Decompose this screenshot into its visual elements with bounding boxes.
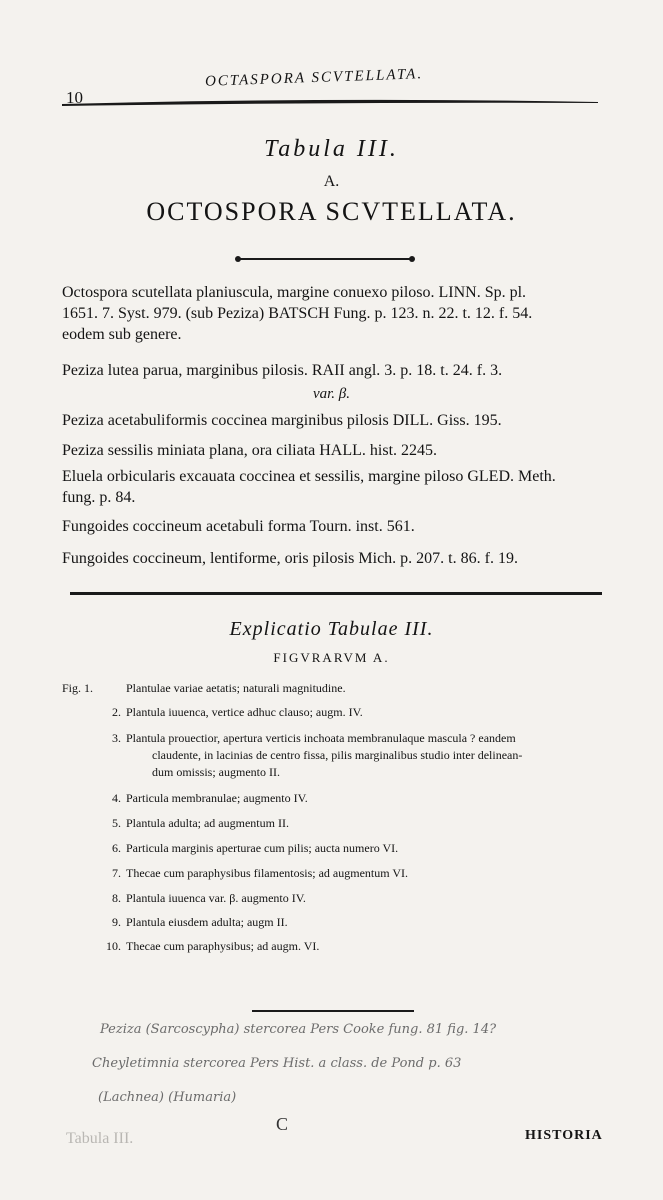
synonym-line: eodem sub genere. [62,326,182,343]
synonym-line: fung. p. 84. [62,489,136,506]
synonym-line: Peziza acetabuliformis coccinea marginibus pilosis DILL. Giss. 195. [62,412,502,429]
figurarum-heading: FIGVRARVM A. [273,650,390,665]
bottom-rule [252,1010,414,1012]
catchword: HISTORIA [525,1128,603,1143]
figure-number: 8. [112,891,121,905]
synonym-entry [62,410,602,431]
running-head: OCTASPORA SCVTELLATA. [204,66,424,90]
signature-mark: C [276,1114,289,1134]
handwritten-note: Peziza (Sarcoscypha) stercorea Pers Cooke fung. 81 fig. 14? [100,1022,497,1037]
variety-label: var. β. [312,386,351,402]
synonym-entry [62,360,602,381]
figure-number: 7. [112,866,121,880]
figure-list [62,680,622,970]
figure-text: Plantula iuuenca, vertice adhuc clauso; augm. IV. [126,705,363,719]
synonym-entry [62,466,602,508]
figure-text: claudente, in lacinias de centro fissa, pilis marginalibus studio inter delinean- [152,748,523,762]
synonym-line: Peziza lutea parua, marginibus pilosis. RAII angl. 3. p. 18. t. 24. f. 3. [62,362,503,379]
figure-text: Thecae cum paraphysibus; ad augm. VI. [126,939,320,953]
synonym-line: 1651. 7. Syst. 979. (sub Peziza) BATSCH Fung. p. 123. n. 22. t. 12. f. 54. [62,305,533,322]
figure-text: Plantulae variae aetatis; naturali magnitudine. [126,681,346,695]
figure-number: 2. [112,705,121,719]
figure-text: Particula membranulae; augmento IV. [126,791,308,805]
figure-text: Thecae cum paraphysibus filamentosis; ad augmentum VI. [126,866,409,880]
figure-text: Particula marginis aperturae cum pilis; aucta numero VI. [126,841,399,855]
plate-heading: Tabula III. [264,136,399,162]
figure-text: Plantula adulta; ad augmentum II. [126,816,289,830]
handwritten-note: Cheyletimnia stercorea Pers Hist. a class. de Pond p. 63 [92,1056,462,1071]
synonym-entry [62,516,602,537]
explicatio-heading: Explicatio Tabulae III. [229,618,434,640]
figure-number: Fig. 1. [62,681,94,695]
figure-number: 9. [112,915,121,929]
figure-number: 6. [112,841,121,855]
figure-number: 5. [112,816,121,830]
ornamental-rule [232,254,418,264]
figure-text: Plantula eiusdem adulta; augm II. [126,915,288,929]
plate-letter: A. [323,173,340,190]
bleedthrough-text: Tabula III. [66,1130,134,1147]
figure-number: 3. [112,731,121,745]
synonym-line: Fungoides coccineum acetabuli forma Tourn. inst. 561. [62,518,415,535]
top-swelled-rule [62,98,598,108]
synonym-entry [62,548,602,569]
synonym-line: Fungoides coccineum, lentiforme, oris pilosis Mich. p. 207. t. 86. f. 19. [62,550,518,567]
synonym-line: Eluela orbicularis excauata coccinea et sessilis, margine piloso GLED. Meth. [62,468,556,485]
figure-text: dum omissis; augmento II. [152,765,280,779]
section-rule [70,592,602,595]
species-title: OCTOSPORA SCVTELLATA. [146,197,517,226]
synonym-entry [62,440,602,461]
synonym-entry [62,282,602,345]
page-number: 10 [66,88,83,107]
figure-text: Plantula prouectior, apertura verticis inchoata membranulaque mascula ? eandem [126,731,516,745]
figure-number: 4. [112,791,121,805]
synonym-line: Peziza sessilis miniata plana, ora ciliata HALL. hist. 2245. [62,442,438,459]
synonym-line: Octospora scutellata planiuscula, margine conuexo piloso. LINN. Sp. pl. [62,284,527,301]
figure-text: Plantula iuuenca var. β. augmento IV. [126,891,306,905]
handwritten-note: (Lachnea) (Humaria) [98,1090,237,1105]
figure-number: 10. [106,939,121,953]
